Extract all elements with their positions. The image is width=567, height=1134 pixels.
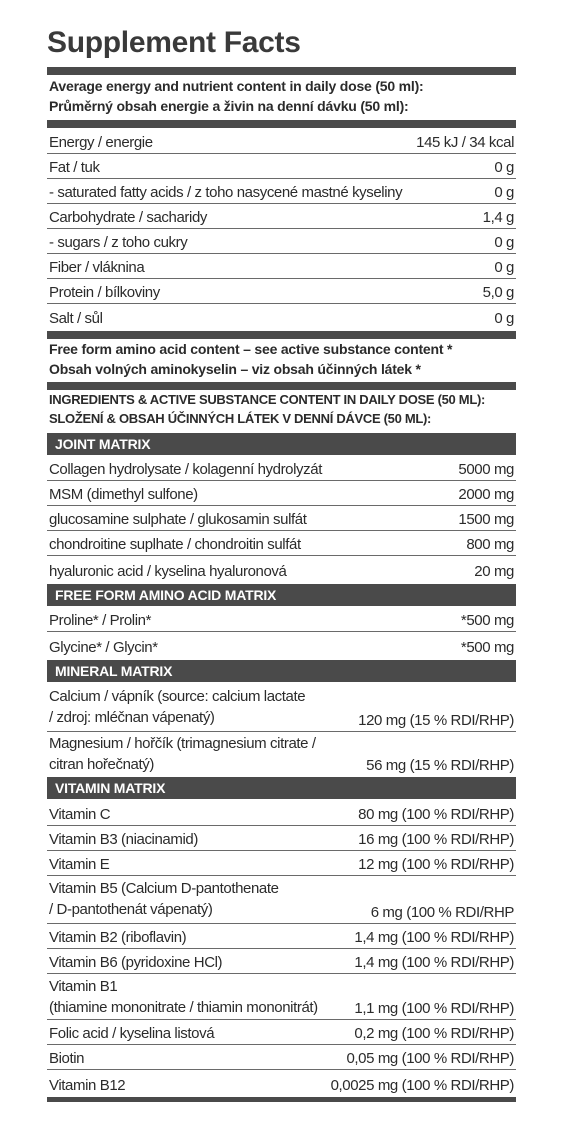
- ingredient-label: Vitamin B6 (pyridoxine HCl): [49, 954, 223, 971]
- nutrient-label: Fat / tuk: [49, 159, 100, 176]
- ingredient-row: [47, 506, 516, 531]
- ingredient-row: [47, 455, 516, 481]
- section-title: MINERAL MATRIX: [55, 663, 173, 679]
- ingredient-label: glucosamine sulphate / glukosamin sulfát: [49, 511, 307, 528]
- ingredient-value: *500 mg: [460, 639, 514, 656]
- daily-dose-heading-cz: Průměrný obsah energie a živin na denní dávku (50 ml):: [49, 98, 409, 114]
- ingredient-label: Vitamin B3 (niacinamid): [49, 831, 198, 848]
- ingredient-value: 20 mg: [474, 563, 514, 580]
- nutrient-row: [47, 179, 516, 204]
- nutrient-value: 0 g: [494, 259, 514, 276]
- nutrient-row: [47, 229, 516, 254]
- ingredient-label: hyaluronic acid / kyselina hyaluronová: [49, 563, 287, 580]
- section-title: VITAMIN MATRIX: [55, 780, 166, 796]
- ingredient-value: 6 mg (100 % RDI/RHP: [370, 904, 514, 921]
- ingredient-row: [47, 1070, 516, 1097]
- ingredient-row: [47, 481, 516, 506]
- ingredient-label: Vitamin E: [49, 856, 110, 873]
- ingredient-row: [47, 632, 516, 659]
- amino-note-rule: [47, 382, 516, 390]
- ingredient-value: 56 mg (15 % RDI/RHP): [366, 757, 514, 774]
- ingredient-label: Vitamin C: [49, 806, 111, 823]
- label-line: Vitamin B5 (Calcium D-pantothenate: [49, 880, 279, 897]
- page-title: Supplement Facts: [47, 26, 301, 59]
- ingredient-label: Collagen hydrolysate / kolagenní hydrolyzát: [49, 461, 322, 478]
- section-title: FREE FORM AMINO ACID MATRIX: [55, 587, 277, 603]
- ingredient-value: 16 mg (100 % RDI/RHP): [358, 831, 514, 848]
- ingredient-label: Glycine* / Glycin*: [49, 639, 158, 656]
- ingredient-row: [47, 799, 516, 826]
- nutrient-value: 145 kJ / 34 kcal: [416, 134, 514, 151]
- ingredient-value: 1,4 mg (100 % RDI/RHP): [354, 929, 514, 946]
- ingredient-label: Folic acid / kyselina listová: [49, 1025, 215, 1042]
- ingredient-row: [47, 924, 516, 949]
- ingredient-label: chondroitine suplhate / chondroitin sulfát: [49, 536, 301, 553]
- ingredient-value: 1,4 mg (100 % RDI/RHP): [354, 954, 514, 971]
- ingredient-label: [49, 976, 379, 1018]
- nutrient-label: Protein / bílkoviny: [49, 284, 160, 301]
- ingredients-heading-cz: SLOŽENÍ & OBSAH ÚČINNÝCH LÁTEK V DENNÍ DÁVCE (50 ML):: [49, 411, 432, 426]
- ingredient-row: [47, 606, 516, 632]
- nutrient-value: 0 g: [494, 184, 514, 201]
- section-header-vitamin: [47, 777, 516, 799]
- bottom-rule: [47, 1097, 516, 1102]
- ingredient-value: *500 mg: [460, 612, 514, 629]
- nutrient-label: Energy / energie: [49, 134, 153, 151]
- ingredient-row: [47, 826, 516, 851]
- nutrient-value: 5,0 g: [482, 284, 514, 301]
- ingredient-value: 0,05 mg (100 % RDI/RHP): [346, 1050, 514, 1067]
- section-header-amino: [47, 584, 516, 606]
- nutrient-row: [47, 304, 516, 330]
- label-line: / D-pantothenát vápenatý): [49, 901, 213, 918]
- nutrients-end-rule: [47, 331, 516, 339]
- ingredient-row: [47, 531, 516, 556]
- ingredients-heading-en: INGREDIENTS & ACTIVE SUBSTANCE CONTENT IN DAILY DOSE (50 ML):: [49, 392, 486, 407]
- ingredient-row: [47, 949, 516, 974]
- ingredient-row: [47, 974, 516, 1020]
- amino-note-cz: Obsah volných aminokyselin – viz obsah účinných látek *: [49, 361, 421, 377]
- ingredient-label: [49, 686, 379, 728]
- nutrient-label: Fiber / vláknina: [49, 259, 145, 276]
- ingredient-label: [49, 733, 379, 775]
- ingredient-value: 0,2 mg (100 % RDI/RHP): [354, 1025, 514, 1042]
- ingredient-value: 1,1 mg (100 % RDI/RHP): [354, 1000, 514, 1017]
- ingredient-value: 0,0025 mg (100 % RDI/RHP): [330, 1077, 514, 1094]
- daily-dose-heading-en: Average energy and nutrient content in daily dose (50 ml):: [49, 78, 424, 94]
- ingredient-row: [47, 682, 516, 732]
- ingredient-value: 120 mg (15 % RDI/RHP): [358, 712, 514, 729]
- nutrient-row: [47, 279, 516, 304]
- ingredient-value: 5000 mg: [458, 461, 514, 478]
- nutrient-value: 1,4 g: [482, 209, 514, 226]
- top-rule: [47, 67, 516, 75]
- ingredient-value: 12 mg (100 % RDI/RHP): [358, 856, 514, 873]
- nutrient-row: [47, 128, 516, 154]
- heading-rule: [47, 120, 516, 128]
- nutrient-label: - saturated fatty acids / z toho nasycené mastné kyseliny: [49, 184, 403, 201]
- ingredient-label: Biotin: [49, 1050, 85, 1067]
- nutrient-value: 0 g: [494, 310, 514, 327]
- nutrient-value: 0 g: [494, 234, 514, 251]
- label-line: Vitamin B1: [49, 978, 118, 995]
- section-header-mineral: [47, 660, 516, 682]
- label-line: Calcium / vápník (source: calcium lactate: [49, 688, 306, 705]
- nutrient-label: Carbohydrate / sacharidy: [49, 209, 207, 226]
- nutrient-row: [47, 204, 516, 229]
- ingredient-row: [47, 1045, 516, 1070]
- amino-note-en: Free form amino acid content – see active substance content *: [49, 341, 453, 357]
- label-line: citran hořečnatý): [49, 756, 154, 773]
- nutrient-row: [47, 154, 516, 179]
- ingredient-row: [47, 851, 516, 876]
- ingredient-row: [47, 556, 516, 583]
- nutrient-label: Salt / sůl: [49, 310, 103, 327]
- ingredient-label: [49, 878, 379, 920]
- nutrient-value: 0 g: [494, 159, 514, 176]
- ingredient-label: Vitamin B2 (riboflavin): [49, 929, 187, 946]
- ingredient-value: 800 mg: [466, 536, 514, 553]
- ingredient-row: [47, 1020, 516, 1045]
- ingredient-value: 80 mg (100 % RDI/RHP): [358, 806, 514, 823]
- ingredient-label: MSM (dimethyl sulfone): [49, 486, 198, 503]
- ingredient-row: [47, 876, 516, 924]
- nutrient-row: [47, 254, 516, 279]
- ingredient-row: [47, 732, 516, 777]
- nutrient-label: - sugars / z toho cukry: [49, 234, 188, 251]
- ingredient-label: Vitamin B12: [49, 1077, 126, 1094]
- ingredient-label: Proline* / Prolin*: [49, 612, 152, 629]
- label-line: Magnesium / hořčík (trimagnesium citrate /: [49, 735, 316, 752]
- label-line: / zdroj: mléčnan vápenatý): [49, 709, 215, 726]
- ingredient-value: 2000 mg: [458, 486, 514, 503]
- section-header-joint: [47, 433, 516, 455]
- ingredient-value: 1500 mg: [458, 511, 514, 528]
- label-line: (thiamine mononitrate / thiamin mononitrát): [49, 999, 318, 1016]
- section-title: JOINT MATRIX: [55, 436, 151, 452]
